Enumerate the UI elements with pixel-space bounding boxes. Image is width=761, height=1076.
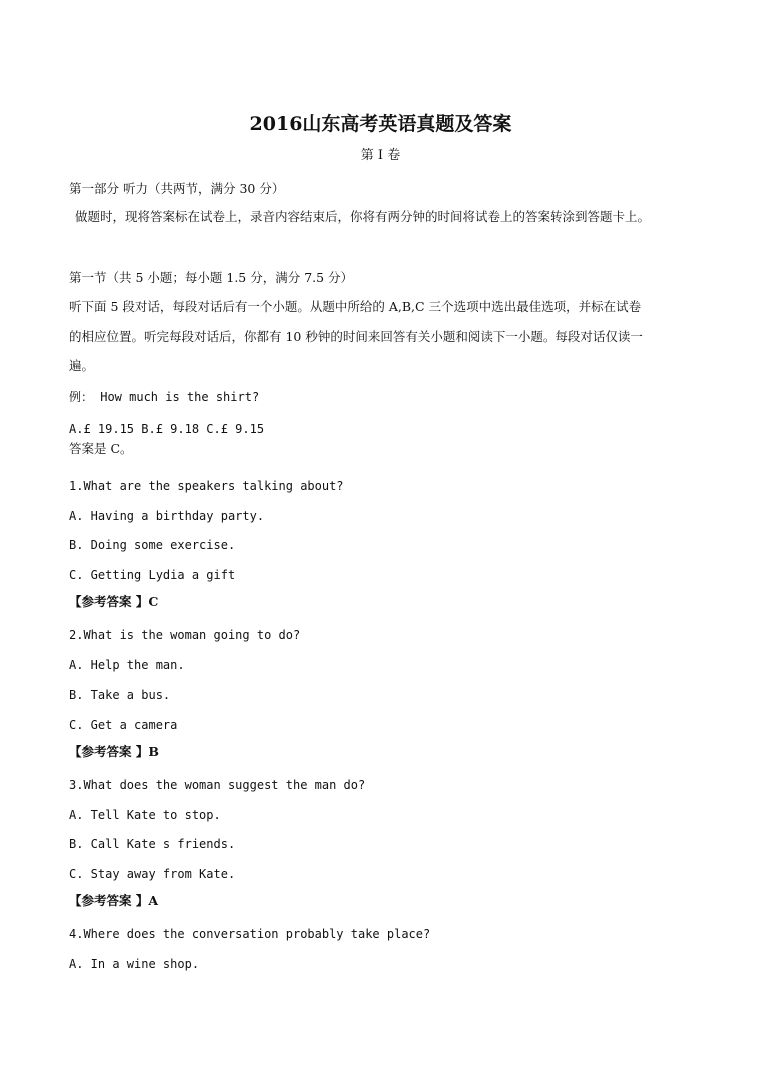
question-2-option-a: A. Help the man.	[69, 658, 185, 672]
question-3: 3.What does the woman suggest the man do?	[69, 778, 366, 792]
question-4: 4.Where does the conversation probably take place?	[69, 927, 431, 941]
question-1-option-a: A. Having a birthday party.	[69, 509, 265, 523]
question-2-answer: 【参考答案 】B	[69, 744, 159, 759]
question-3-answer: 【参考答案 】A	[69, 893, 159, 908]
document-title: 2016山东高考英语真题及答案	[249, 113, 512, 135]
instruction-text: 做题时，现将答案标在试卷上，录音内容结束后，你将有两分钟的时间将试卷上的答案转涂到答题卡上。	[75, 209, 651, 224]
section1-desc-line2: 的相应位置。听完每段对话后，你都有 10 秒钟的时间来回答有关小题和阅读下一小题。每段对话仅读一	[69, 329, 643, 344]
question-3-option-c: C. Stay away from Kate.	[69, 867, 236, 881]
question-2-option-b: B. Take a bus.	[69, 688, 171, 702]
example-answer: 答案是 C。	[69, 441, 133, 456]
section1-desc-line3: 遍。	[69, 358, 95, 373]
question-3-option-a: A. Tell Kate to stop.	[69, 808, 221, 822]
section1-desc-line1: 听下面 5 段对话，每段对话后有一个小题。从题中所给的 A,B,C 三个选项中选出最佳选项，并标在试卷	[69, 299, 642, 314]
question-1-answer: 【参考答案 】C	[69, 594, 159, 609]
question-1: 1.What are the speakers talking about?	[69, 479, 344, 493]
question-1-option-b: B. Doing some exercise.	[69, 538, 236, 552]
question-3-option-b: B. Call Kate s friends.	[69, 837, 236, 851]
document-subtitle: 第 I 卷	[360, 148, 401, 163]
question-1-option-c: C. Getting Lydia a gift	[69, 568, 236, 582]
question-4-option-a: A. In a wine shop.	[69, 957, 200, 971]
example-options: A.£ 19.15 B.£ 9.18 C.£ 9.15	[69, 422, 265, 436]
example-question: 例： How much is the shirt?	[69, 390, 260, 404]
question-2-option-c: C. Get a camera	[69, 718, 178, 732]
part1-heading: 第一部分 听力（共两节，满分 30 分）	[69, 181, 285, 196]
question-2: 2.What is the woman going to do?	[69, 628, 301, 642]
section1-heading: 第一节（共 5 小题；每小题 1.5 分，满分 7.5 分）	[69, 270, 354, 285]
